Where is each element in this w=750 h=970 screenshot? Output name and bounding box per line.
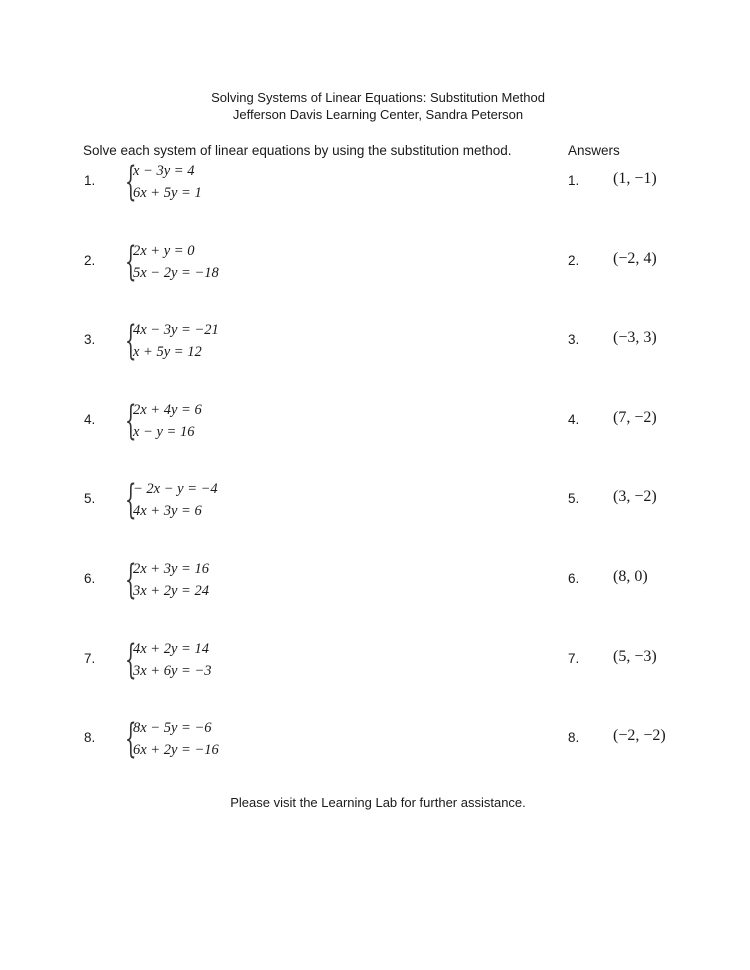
problem-row — [0, 300, 750, 380]
equation-1: x − 3y = 4 — [133, 163, 195, 179]
equation-system — [125, 239, 219, 285]
answer-value: (1, −1) — [613, 170, 657, 187]
answer-number: 2. — [568, 252, 580, 268]
answer-value: (5, −3) — [613, 647, 657, 665]
equation-1: 4x − 3y = −21 — [133, 322, 219, 339]
worksheet-subtitle: Jefferson Davis Learning Center, Sandra Peterson — [232, 107, 524, 122]
equation-1: 8x − 5y = −6 — [133, 720, 212, 737]
brace-symbol: { — [125, 636, 137, 683]
problem-row — [0, 698, 750, 778]
answer-number: 7. — [568, 650, 580, 666]
answer-value: (−2, 4) — [613, 249, 657, 267]
answer-value: (−3, 3) — [613, 329, 657, 347]
equation-system — [125, 637, 211, 683]
brace-symbol: { — [125, 556, 137, 603]
equation-1: 2x + y = 0 — [133, 242, 195, 259]
problem-row — [0, 141, 750, 221]
equation-2: 6x + 2y = −16 — [133, 742, 219, 759]
brace-symbol: { — [125, 716, 137, 763]
equation-2: 4x + 3y = 6 — [133, 503, 202, 520]
problem-list — [0, 141, 750, 778]
problem-row — [0, 619, 750, 699]
answers-heading: Answers — [568, 143, 620, 158]
problem-number: 8. — [84, 730, 96, 746]
answer-number: 8. — [568, 730, 580, 746]
problem-row — [0, 539, 750, 619]
equation-1: 2x + 4y = 6 — [133, 401, 202, 418]
worksheet-title: Solving Systems of Linear Equations: Substitution Method — [211, 90, 545, 105]
equation-1: − 2x − y = −4 — [133, 481, 218, 498]
brace-symbol: { — [125, 159, 137, 205]
answer-number: 6. — [568, 570, 580, 586]
problem-number: 5. — [84, 491, 96, 507]
footer-note: Please visit the Learning Lab for further assistance. — [230, 795, 526, 810]
equation-1: 2x + 3y = 16 — [133, 560, 209, 577]
equation-2: 3x + 6y = −3 — [133, 662, 212, 679]
brace-symbol: { — [125, 477, 137, 524]
answer-value: (−2, −2) — [613, 727, 666, 745]
problem-row — [0, 380, 750, 460]
problem-number: 6. — [84, 570, 96, 586]
problem-row — [0, 221, 750, 301]
equation-system — [125, 716, 219, 762]
answer-value: (7, −2) — [613, 408, 657, 426]
problem-row — [0, 459, 750, 539]
equation-2: 6x + 5y = 1 — [133, 185, 202, 201]
instructions: Solve each system of linear equations by using the substitution method. — [83, 143, 512, 158]
answer-value: (8, 0) — [613, 567, 648, 585]
problem-number: 1. — [84, 173, 96, 188]
equation-system — [125, 318, 219, 364]
equation-system — [125, 398, 202, 444]
equation-system — [125, 477, 218, 523]
equation-2: 5x − 2y = −18 — [133, 264, 219, 281]
equation-2: x + 5y = 12 — [133, 344, 202, 361]
equation-2: 3x + 2y = 24 — [133, 582, 209, 599]
equation-system — [125, 557, 209, 603]
answer-number: 5. — [568, 491, 580, 507]
brace-symbol: { — [125, 238, 137, 285]
problem-number: 2. — [84, 252, 96, 268]
answer-value: (3, −2) — [613, 488, 657, 506]
brace-symbol: { — [125, 318, 137, 365]
equation-2: x − y = 16 — [133, 423, 195, 440]
answer-number: 4. — [568, 411, 580, 427]
problem-number: 4. — [84, 411, 96, 427]
brace-symbol: { — [125, 397, 137, 444]
equation-system — [125, 159, 202, 205]
answer-number: 3. — [568, 332, 580, 348]
equation-1: 4x + 2y = 14 — [133, 640, 209, 657]
answer-number: 1. — [568, 173, 580, 188]
problem-number: 3. — [84, 332, 96, 348]
problem-number: 7. — [84, 650, 96, 666]
